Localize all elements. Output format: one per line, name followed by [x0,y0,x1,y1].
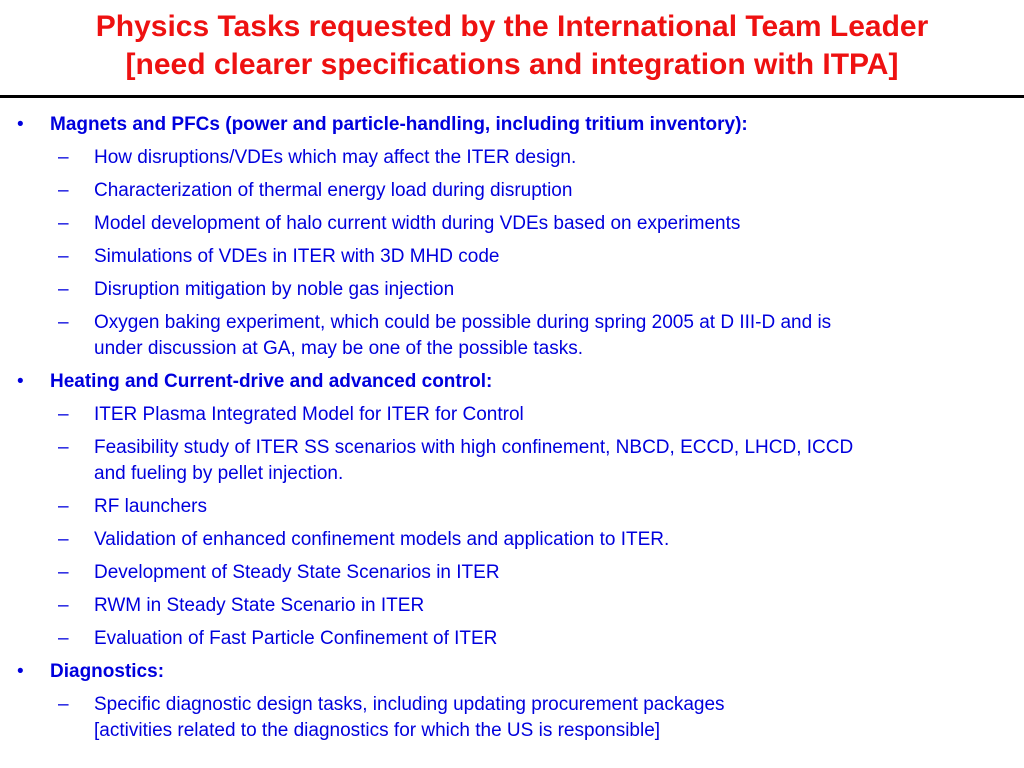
bullet-icon: • [17,114,24,135]
list-item-text [94,494,1014,520]
dash-icon: – [58,628,69,649]
dash-icon: – [58,147,69,168]
dash-icon: – [58,213,69,234]
list-item-text [94,244,1014,270]
list-item-line: ITER Plasma Integrated Model for ITER for Control [94,404,524,425]
dash-icon: – [58,180,69,201]
list-item [0,435,1024,487]
list-item-line: and fueling by pellet injection. [94,463,344,484]
section-heading-text: Diagnostics: [50,661,165,682]
dash-icon: – [58,279,69,300]
list-item-line: Disruption mitigation by noble gas injection [94,279,455,300]
list-item [0,527,1024,553]
dash-icon: – [58,246,69,267]
list-item-line: [activities related to the diagnostics for which the US is responsible] [94,720,661,741]
list-item-line: Feasibility study of ITER SS scenarios with high confinement, NBCD, ECCD, LHCD, ICCD [94,437,854,458]
list-item-line: Simulations of VDEs in ITER with 3D MHD code [94,246,500,267]
dash-icon: – [58,496,69,517]
section-2 [0,369,1024,652]
section-heading [0,112,1024,145]
dash-icon: – [58,595,69,616]
list-item-text [94,211,1014,237]
dash-icon: – [58,562,69,583]
list-item-text [94,277,1014,303]
list-item-text [94,402,1014,428]
list-item-line: Evaluation of Fast Particle Confinement of ITER [94,628,498,649]
bullet-icon: • [17,371,24,392]
list-item-line: RWM in Steady State Scenario in ITER [94,595,425,616]
section-heading [0,659,1024,692]
list-item [0,560,1024,586]
list-item [0,211,1024,237]
list-item [0,277,1024,303]
dash-icon: – [58,437,69,458]
section-1 [0,112,1024,362]
bullet-icon: • [17,661,24,682]
title-divider [0,95,1024,98]
list-item-line: Development of Steady State Scenarios in ITER [94,562,500,583]
section-heading [0,369,1024,402]
section-heading-text: Magnets and PFCs (power and particle-handling, including tritium inventory): [50,114,748,135]
slide-title-line-2: [need clearer specifications and integration with ITPA] [125,48,899,81]
list-item-text [94,626,1014,652]
list-item [0,626,1024,652]
list-item [0,402,1024,428]
list-item-line: RF launchers [94,496,207,517]
list-item-text [94,560,1014,586]
section-3 [0,659,1024,744]
list-item-text [94,692,1014,744]
list-item [0,494,1024,520]
section-heading-text: Heating and Current-drive and advanced control: [50,371,493,392]
list-item-line: How disruptions/VDEs which may affect the ITER design. [94,147,577,168]
list-item-text [94,527,1014,553]
list-item-line: Oxygen baking experiment, which could be possible during spring 2005 at D III-D and is [94,312,832,333]
slide-content [0,112,1024,751]
dash-icon: – [58,404,69,425]
list-item-line: under discussion at GA, may be one of the possible tasks. [94,338,583,359]
list-item-line: Model development of halo current width during VDEs based on experiments [94,213,741,234]
list-item-text [94,178,1014,204]
list-item-line: Specific diagnostic design tasks, including updating procurement packages [94,694,725,715]
list-item [0,178,1024,204]
list-item-line: Characterization of thermal energy load during disruption [94,180,573,201]
dash-icon: – [58,529,69,550]
list-item-text [94,435,1014,487]
list-item [0,145,1024,171]
list-item [0,244,1024,270]
slide-title [0,8,1024,84]
list-item [0,692,1024,744]
dash-icon: – [58,312,69,333]
list-item [0,310,1024,362]
list-item-text [94,593,1014,619]
slide-title-line-1: Physics Tasks requested by the International Team Leader [95,10,929,43]
list-item [0,593,1024,619]
list-item-text [94,310,1014,362]
dash-icon: – [58,694,69,715]
list-item-line: Validation of enhanced confinement models and application to ITER. [94,529,670,550]
list-item-text [94,145,1014,171]
